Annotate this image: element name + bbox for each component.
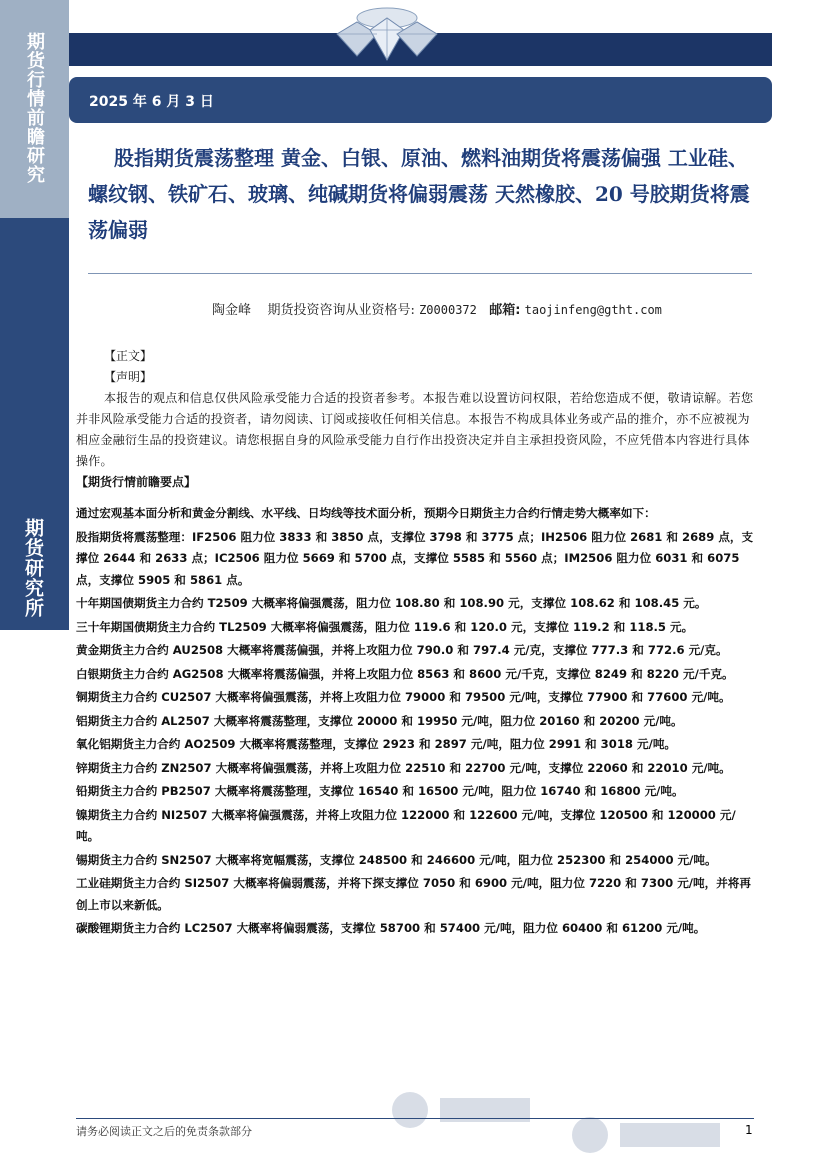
footer-divider [76, 1118, 754, 1119]
key-point-paragraph: 通过宏观基本面分析和黄金分割线、水平线、日均线等技术面分析，预期今日期货主力合约行情走势大概率如下： [76, 506, 656, 520]
author-email[interactable]: taojinfeng@gtht.com [524, 303, 662, 317]
sidebar-bottom-panel [0, 218, 69, 630]
date-banner [69, 77, 772, 123]
key-point-paragraph: 黄金期货主力合约 AU2508 大概率将震荡偏强，并将上攻阻力位 790.0 和 797.4 元/克，支撑位 777.3 和 772.6 元/克。 [76, 643, 728, 657]
report-title: 股指期货震荡整理 黄金、白银、原油、燃料油期货将震荡偏强 工业硅、螺纹钢、铁矿石、玻璃、纯碱期货将偏弱震荡 天然橡胶、20 号胶期货将震荡偏弱 [88, 146, 750, 242]
key-point-paragraph: 股指期货将震荡整理：IF2506 阻力位 3833 和 3850 点，支撑位 3798 和 3775 点；IH2506 阻力位 2681 和 2689 点，支撑位 2644 和 2633 点；IC2506 阻力位 5669 和 5700 点，支撑位 5585 和 5560 点；IM2506 阻力位 6031 和 6075 点，支撑位 5905 和 5861 点。 [76, 529, 754, 587]
footer-disclaimer: 请务必阅读正文之后的免责条款部分 [76, 1125, 252, 1138]
key-point-paragraph: 白银期货主力合约 AG2508 大概率将震荡偏强，并将上攻阻力位 8563 和 8600 元/千克，支撑位 8249 和 8220 元/千克。 [76, 666, 734, 681]
statement-paragraph: 本报告的观点和信息仅供风险承受能力合适的投资者参考。本报告难以设置访问权限，若给您造成不便，敬请谅解。若您并非风险承受能力合适的投资者，请勿阅读、订阅或接收任何相关信息。本报告不构成具体业务或产品的推介，亦不应被视为相应金融衍生品的投资建议。请您根据自身的风险承受能力自行作出投资决定并自主承担投资风险，不应凭借本内容进行具体操作。 [76, 391, 754, 468]
key-point-paragraph: 工业硅期货主力合约 SI2507 大概率将偏弱震荡，并将下探支撑位 7050 和 6900 元/吨，阻力位 7220 和 7300 元/吨，并将再创上市以来新低。 [76, 876, 751, 912]
key-point-paragraph: 铝期货主力合约 AL2507 大概率将震荡整理，支撑位 20000 和 19950 元/吨，阻力位 20160 和 20200 元/吨。 [76, 713, 683, 728]
report-date: 2025 年 6 月 3 日 [89, 94, 214, 110]
sidebar-top-label: 期货行情前瞻研究 [24, 32, 45, 184]
author-qualification-number: Z0000372 [419, 303, 477, 317]
title-divider [88, 273, 752, 274]
author-name: 陶金峰 [212, 303, 252, 318]
key-points-list [76, 503, 754, 940]
key-point-paragraph: 锡期货主力合约 SN2507 大概率将宽幅震荡，支撑位 248500 和 246600 元/吨，阻力位 252300 和 254000 元/吨。 [76, 852, 717, 867]
section-main-heading: 【正文】 [104, 349, 153, 363]
author-qualification-label: 期货投资咨询从业资格号: [267, 303, 415, 318]
key-point-paragraph: 碳酸锂期货主力合约 LC2507 大概率将偏弱震荡，支撑位 58700 和 57400 元/吨，阻力位 60400 和 61200 元/吨。 [76, 921, 706, 935]
diamond-logo-icon [322, 4, 452, 62]
section-statement-heading: 【声明】 [104, 370, 153, 384]
sidebar-top-panel [0, 0, 69, 218]
key-point-paragraph: 铅期货主力合约 PB2507 大概率将震荡整理，支撑位 16540 和 16500 元/吨，阻力位 16740 和 16800 元/吨。 [76, 784, 684, 798]
author-email-label: 邮箱: [489, 303, 521, 318]
report-body [76, 346, 754, 942]
author-line [212, 299, 662, 318]
key-point-paragraph: 镍期货主力合约 NI2507 大概率将偏强震荡，并将上攻阻力位 122000 和 122600 元/吨，支撑位 120500 和 120000 元/吨。 [76, 807, 736, 843]
key-point-paragraph: 锌期货主力合约 ZN2507 大概率将偏强震荡，并将上攻阻力位 22510 和 22700 元/吨，支撑位 22060 和 22010 元/吨。 [76, 760, 731, 775]
key-point-paragraph: 十年期国债期货主力合约 T2509 大概率将偏强震荡，阻力位 108.80 和 108.90 元，支撑位 108.62 和 108.45 元。 [76, 596, 707, 610]
page-number: 1 [745, 1123, 753, 1137]
key-points-heading: 【期货行情前瞻要点】 [76, 475, 197, 489]
sidebar-bottom-label: 期货研究所 [22, 518, 44, 618]
key-point-paragraph: 三十年期国债期货主力合约 TL2509 大概率将偏强震荡，阻力位 119.6 和 120.0 元，支撑位 119.2 和 118.5 元。 [76, 619, 694, 634]
key-point-paragraph: 铜期货主力合约 CU2507 大概率将偏强震荡，并将上攻阻力位 79000 和 79500 元/吨，支撑位 77900 和 77600 元/吨。 [76, 690, 731, 704]
key-point-paragraph: 氧化铝期货主力合约 AO2509 大概率将震荡整理，支撑位 2923 和 2897 元/吨，阻力位 2991 和 3018 元/吨。 [76, 737, 677, 751]
company-watermark-icon [380, 1080, 740, 1160]
